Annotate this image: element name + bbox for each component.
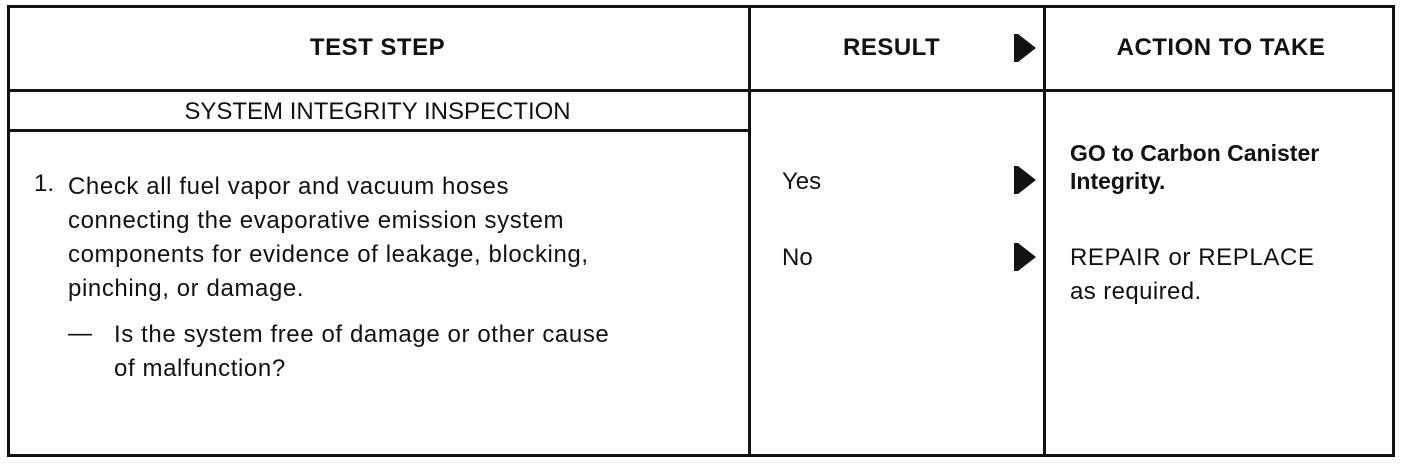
action-yes-line-2: Integrity.	[1070, 168, 1166, 194]
step-line-2: connecting the evaporative emission system	[68, 207, 565, 234]
question-line-1: Is the system free of damage or other cause	[114, 321, 610, 348]
step-line-3: components for evidence of leakage, blocking,	[68, 241, 589, 268]
header-arrow-icon	[1018, 34, 1036, 62]
action-yes-line-1: GO to Carbon Canister	[1070, 140, 1320, 166]
question-dash: —	[68, 320, 92, 347]
header-divider	[7, 89, 1395, 92]
section-title-divider	[7, 129, 750, 132]
result-yes-arrow-icon	[1018, 166, 1036, 194]
step-number: 1.	[34, 170, 55, 197]
result-yes: Yes	[782, 168, 822, 195]
header-test-step: TEST STEP	[309, 34, 446, 61]
step-line-1: Check all fuel vapor and vacuum hoses	[68, 173, 510, 200]
action-no-line-1: REPAIR or REPLACE	[1070, 244, 1315, 271]
result-no-arrow-icon	[1018, 243, 1036, 271]
column-divider-action	[1043, 5, 1046, 457]
action-no-line-2: as required.	[1070, 278, 1202, 305]
header-action: ACTION TO TAKE	[1116, 34, 1326, 61]
column-divider-result	[748, 5, 751, 457]
section-title: SYSTEM INTEGRITY INSPECTION	[184, 98, 571, 125]
header-result: RESULT	[843, 34, 941, 61]
question-line-2: of malfunction?	[114, 355, 286, 382]
step-line-4: pinching, or damage.	[68, 275, 305, 302]
result-no: No	[782, 244, 813, 271]
